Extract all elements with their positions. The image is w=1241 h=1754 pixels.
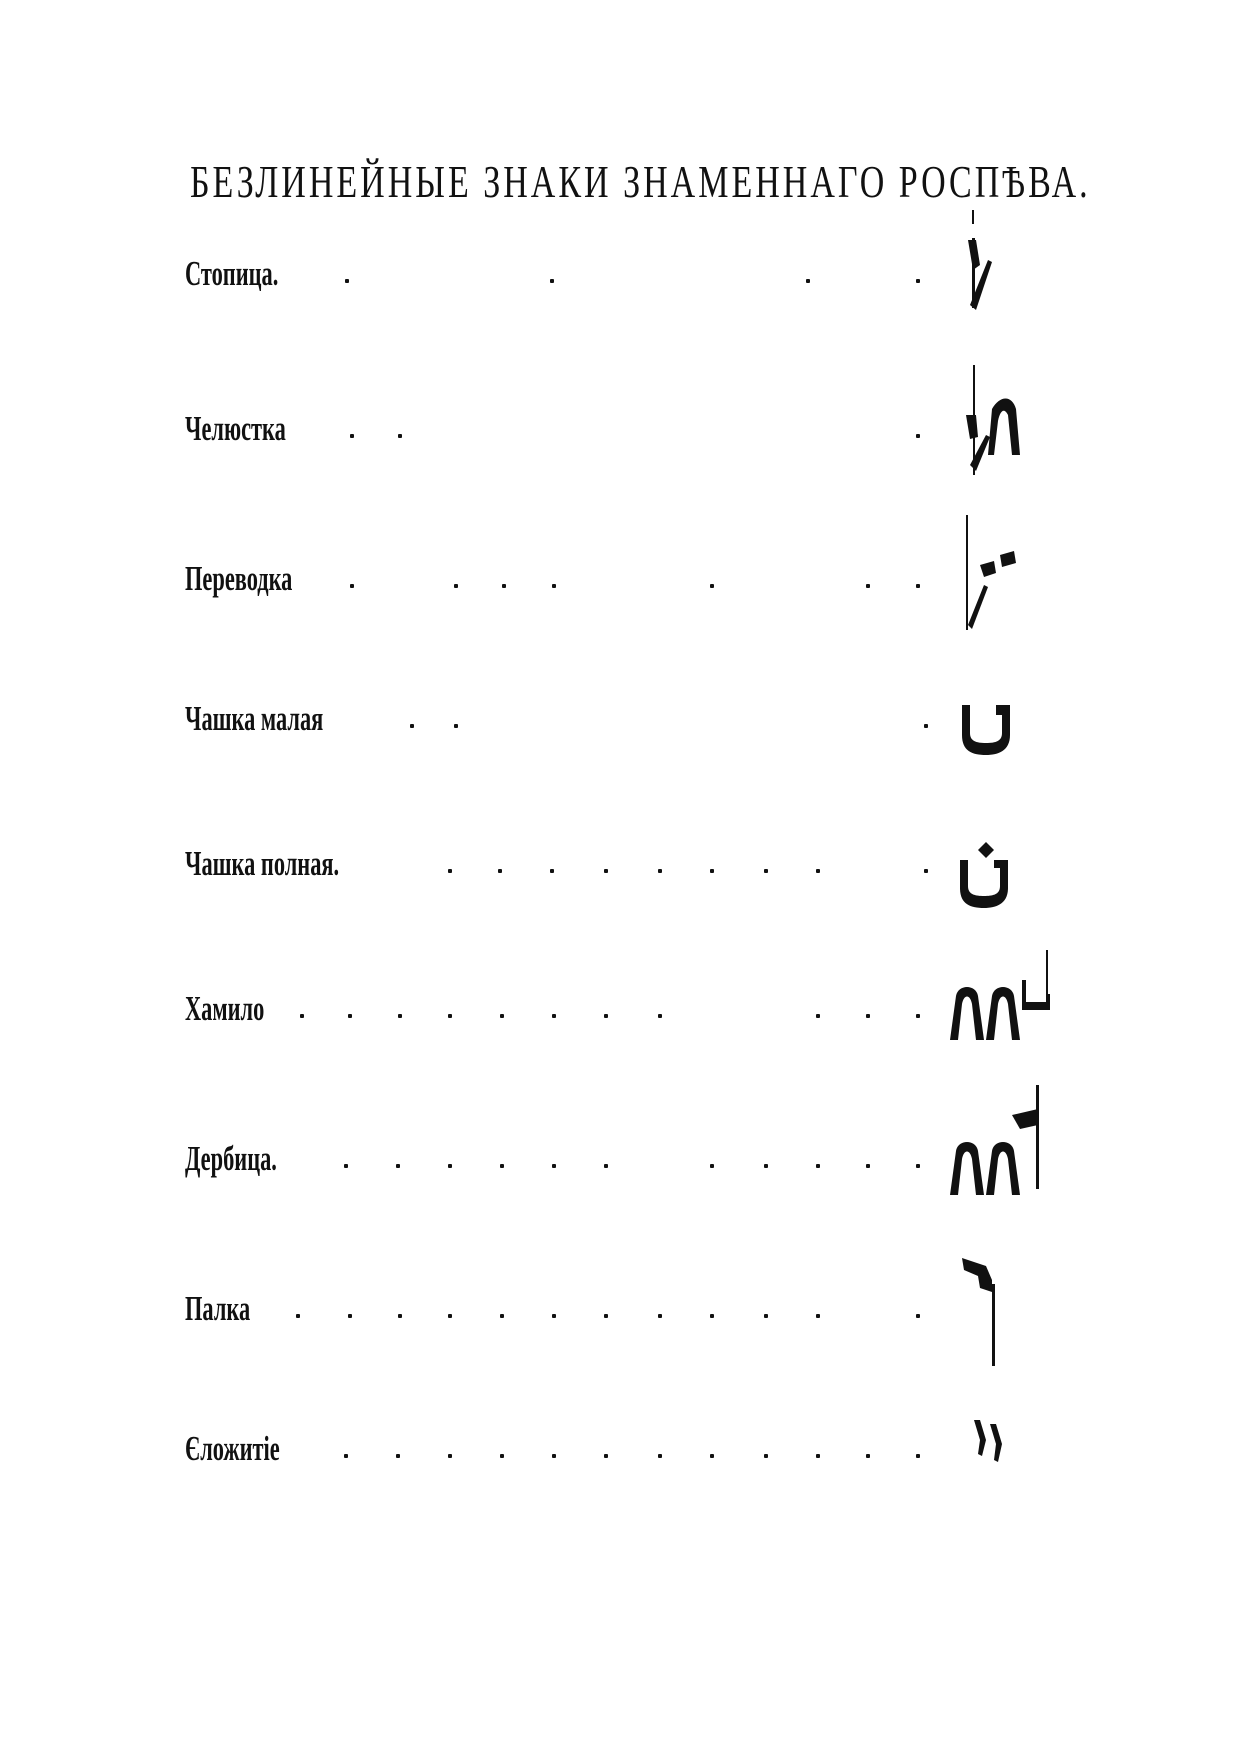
sign-name: Дербица.: [185, 1140, 277, 1179]
leader-dots: [0, 700, 1241, 740]
sign-entry-chashka-polnaya: [0, 845, 1241, 965]
sign-entry-perevodka: [0, 560, 1241, 680]
page-title: БЕЗЛИНЕЙНЫЕ ЗНАКИ ЗНАМЕННАГО РОСПѢВА.: [190, 158, 1091, 208]
sign-entry-palka: [0, 1290, 1241, 1410]
derbitsa-sign-icon: [950, 1085, 1060, 1205]
sign-name: Челюстка: [185, 410, 286, 449]
leader-dots: [0, 845, 1241, 885]
sign-entry-stopitsa: [0, 255, 1241, 375]
leader-dots: [0, 560, 1241, 600]
palka-sign-icon: [950, 1240, 1060, 1360]
khamilo-sign-icon: [950, 950, 1060, 1070]
sign-name: Переводка: [185, 560, 293, 599]
elozhitie-sign-icon: [950, 1410, 1060, 1530]
perevodka-sign-icon: [940, 515, 1050, 635]
sign-name: Палка: [185, 1290, 251, 1329]
sign-entry-chelyustka: [0, 410, 1241, 530]
sign-entry-elozhitie: [0, 1430, 1241, 1550]
sign-entry-chashka-malaya: [0, 700, 1241, 820]
chashka-polnaya-sign-icon: [940, 800, 1050, 920]
sign-name: Чашка малая: [185, 700, 324, 739]
sign-name: Чашка полная.: [185, 845, 340, 884]
chashka-malaya-sign-icon: [940, 655, 1050, 775]
leader-dots: [0, 410, 1241, 450]
sign-name: Стопица.: [185, 255, 279, 294]
stopitsa-sign-icon: [940, 210, 1050, 330]
sign-name: Єложитіе: [185, 1430, 280, 1469]
leader-dots: [0, 255, 1241, 295]
chelyustka-sign-icon: [940, 365, 1050, 485]
sign-name: Хамило: [185, 990, 265, 1029]
